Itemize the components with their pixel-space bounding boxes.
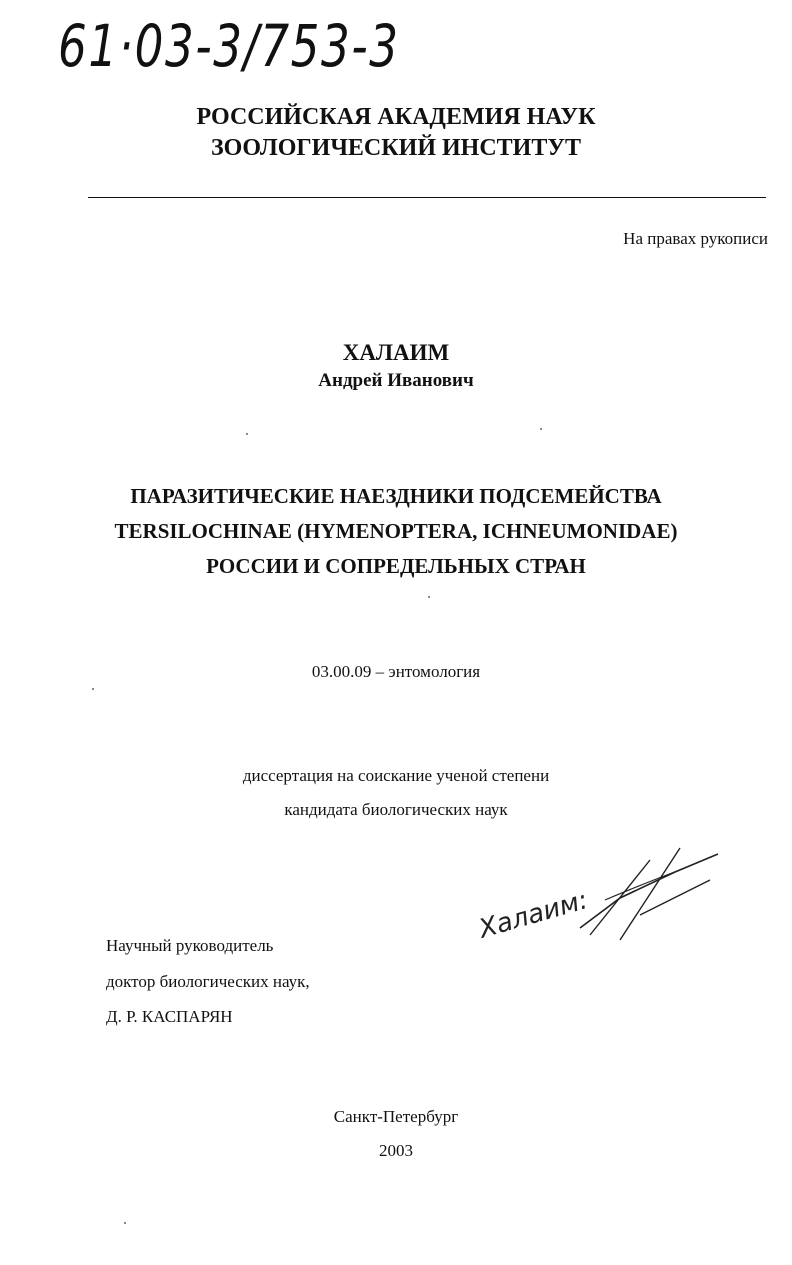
author-given-names: Андрей Иванович [318, 370, 474, 391]
author-signature [470, 840, 730, 960]
scan-speck [428, 596, 430, 598]
scan-speck [92, 688, 94, 690]
organization-line-1: РОССИЙСКАЯ АКАДЕМИЯ НАУК [196, 104, 596, 130]
scan-speck [246, 433, 248, 435]
supervisor-line-2: доктор биологических наук, [106, 972, 310, 991]
title-line-3: РОССИИ И СОПРЕДЕЛЬНЫХ СТРАН [206, 554, 586, 578]
specialty-code: 03.00.09 – энтомология [311, 662, 481, 681]
author-surname: ХАЛАИМ [342, 340, 450, 365]
year: 2003 [379, 1141, 413, 1160]
catalog-number-handwritten: 61·03-3/753-3 [58, 12, 400, 80]
city: Санкт-Петербург [333, 1107, 459, 1126]
scan-speck [124, 1222, 126, 1224]
signature-text: Халаим: [475, 885, 592, 945]
supervisor-line-1: Научный руководитель [106, 936, 274, 955]
degree-line-2: кандидата биологических наук [284, 800, 508, 819]
scan-speck [540, 428, 542, 430]
supervisor-line-3: Д. Р. КАСПАРЯН [106, 1007, 233, 1026]
rights-note: На правах рукописи [623, 229, 768, 248]
degree-line-1: диссертация на соискание ученой степени [242, 766, 550, 785]
organization-line-2: ЗООЛОГИЧЕСКИЙ ИНСТИТУТ [211, 135, 581, 161]
title-line-2: TERSILOCHINAE (HYMENOPTERA, ICHNEUMONIDAE) [114, 519, 678, 543]
header-divider [88, 197, 766, 198]
title-line-1: ПАРАЗИТИЧЕСКИЕ НАЕЗДНИКИ ПОДСЕМЕЙСТВА [130, 484, 662, 508]
